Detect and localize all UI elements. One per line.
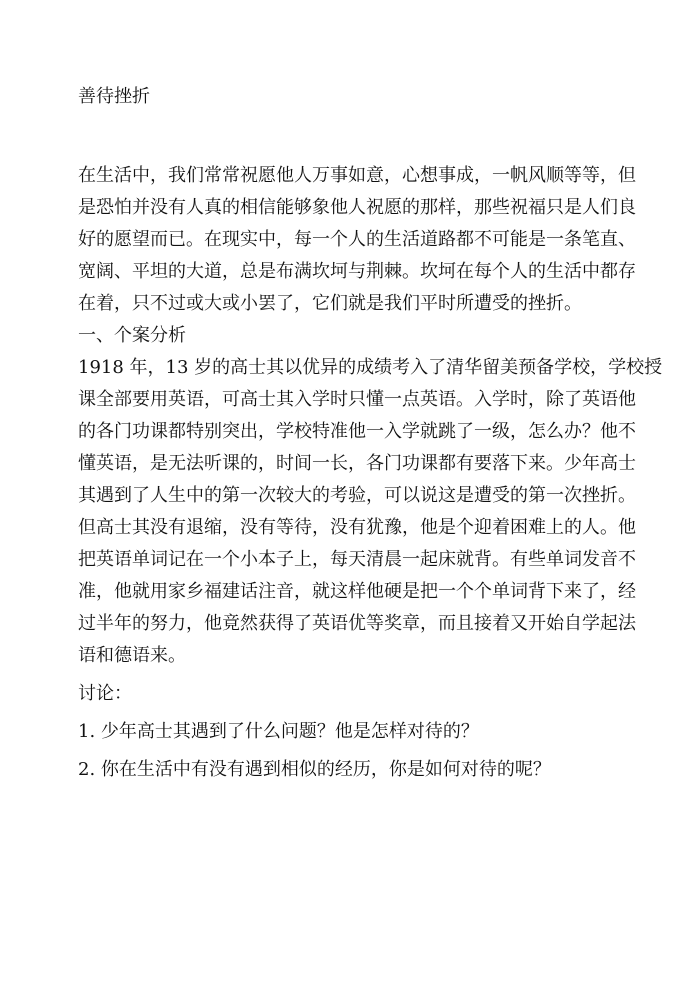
- text-line: 但高士其没有退缩，没有等待，没有犹豫，他是个迎着困难上的人。他: [78, 517, 636, 538]
- question-1: 1. 少年高士其遇到了什么问题？他是怎样对待的？: [78, 721, 479, 742]
- discussion-label: 讨论：: [78, 683, 132, 704]
- intro-paragraph: [78, 160, 636, 320]
- text-line: 课全部要用英语，可高士其入学时只懂一点英语。入学时，除了英语他: [78, 389, 636, 410]
- text-line: 在生活中，我们常常祝愿他人万事如意，心想事成，一帆风顺等等，但: [78, 165, 636, 186]
- text-line: 是恐怕并没有人真的相信能够象他人祝愿的那样，那些祝福只是人们良: [78, 197, 636, 218]
- document-body: [78, 160, 663, 786]
- text-line: 其遇到了人生中的第一次较大的考验，可以说这是遭受的第一次挫折。: [78, 485, 636, 506]
- text-line: 的各门功课都特别突出，学校特准他一入学就跳了一级，怎么办？他不: [78, 421, 636, 442]
- text-line: 把英语单词记在一个小本子上，每天清晨一起床就背。有些单词发音不: [78, 549, 636, 570]
- question-2: 2. 你在生活中有没有遇到相似的经历，你是如何对待的呢？: [78, 759, 551, 780]
- document-title: 善待挫折: [78, 86, 150, 107]
- document-page: [78, 84, 663, 786]
- text-line: 在着，只不过或大或小罢了，它们就是我们平时所遭受的挫折。: [78, 293, 582, 314]
- text-line: 懂英语，是无法听课的，时间一长，各门功课都有要落下来。少年高士: [78, 453, 636, 474]
- section-heading: 一、个案分析: [78, 325, 186, 346]
- case-paragraph: [78, 352, 663, 672]
- text-line: 过半年的努力，他竟然获得了英语优等奖章，而且接着又开始自学起法: [78, 613, 636, 634]
- text-line: 准，他就用家乡福建话注音，就这样他硬是把一个个单词背下来了，经: [78, 581, 636, 602]
- text-line: 语和德语来。: [78, 645, 186, 666]
- text-line: 1918 年，13 岁的高士其以优异的成绩考入了清华留美预备学校，学校授: [78, 357, 663, 378]
- text-line: 好的愿望而已。在现实中，每一个人的生活道路都不可能是一条笔直、: [78, 229, 636, 250]
- text-line: 宽阔、平坦的大道，总是布满坎坷与荆棘。坎坷在每个人的生活中都存: [78, 261, 636, 282]
